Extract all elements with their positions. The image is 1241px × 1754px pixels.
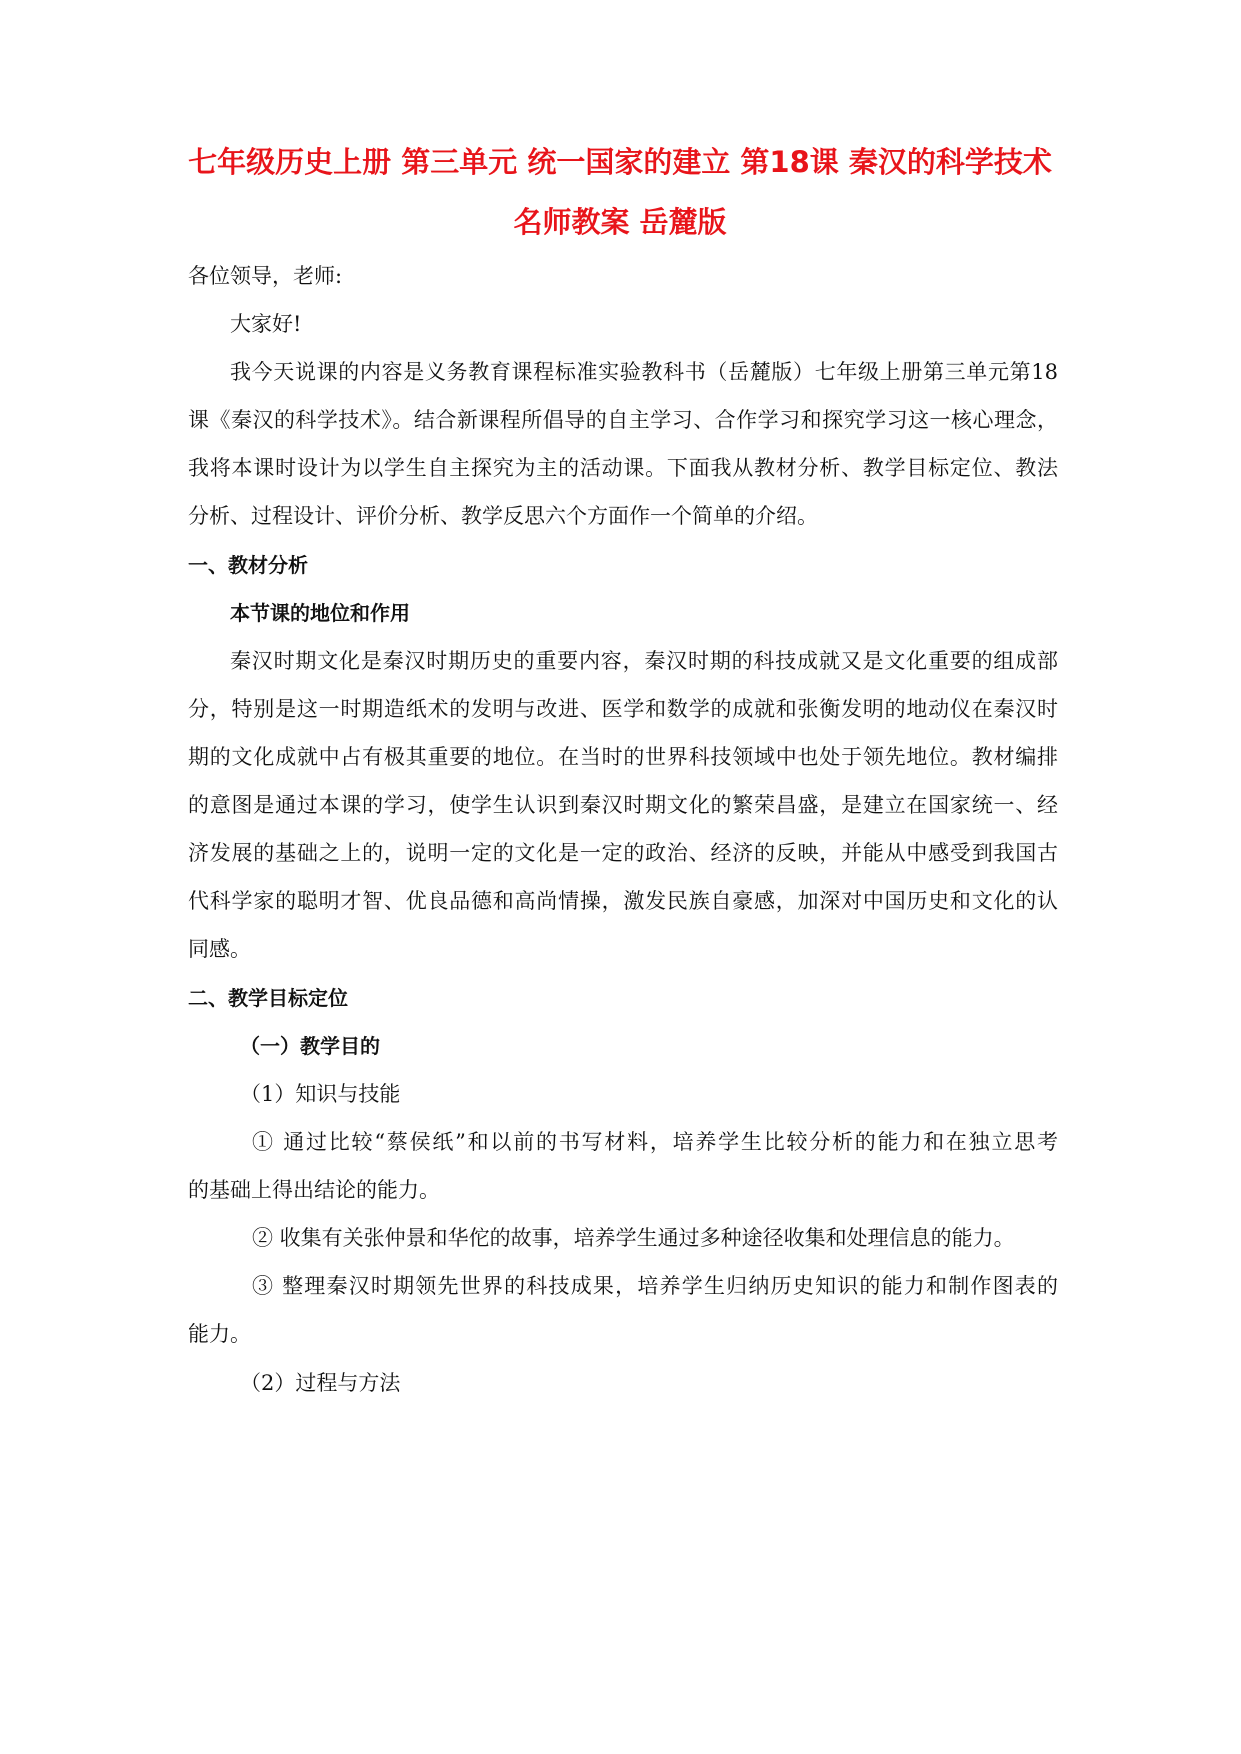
paragraph-line: 秦汉时期文化是秦汉时期历史的重要内容，秦汉时期的科技成就又是文化重要的组成部 (230, 649, 1058, 673)
intro-line: 分析、过程设计、评价分析、教学反思六个方面作一个简单的介绍。 (188, 504, 818, 528)
paragraph-line: 期的文化成就中占有极其重要的地位。在当时的世界科技领域中也处于领先地位。教材编排 (188, 745, 1058, 769)
list-item-continuation: 的基础上得出结论的能力。 (188, 1178, 440, 1202)
greeting: 各位领导，老师: (188, 264, 343, 288)
document-title-line-2: 名师教案 岳麓版 (513, 205, 727, 239)
subsection-heading: （一）教学目的 (240, 1034, 380, 1058)
list-item: ③ 整理秦汉时期领先世界的科技成果，培养学生归纳历史知识的能力和制作图表的 (252, 1274, 1058, 1298)
intro-line: 我将本课时设计为以学生自主探究为主的活动课。下面我从教材分析、教学目标定位、教法 (188, 456, 1058, 480)
paragraph-line: 济发展的基础之上的，说明一定的文化是一定的政治、经济的反映，并能从中感受到我国古 (188, 841, 1058, 865)
hello: 大家好! (230, 312, 302, 336)
intro-line: 课《秦汉的科学技术》。结合新课程所倡导的自主学习、合作学习和探究学习这一核心理念， (188, 408, 1058, 432)
list-item: ② 收集有关张仲景和华佗的故事，培养学生通过多种途径收集和处理信息的能力。 (252, 1226, 1015, 1250)
section-heading: 一、教材分析 (188, 553, 308, 577)
subsection-heading: 本节课的地位和作用 (230, 601, 410, 625)
paragraph-line: 代科学家的聪明才智、优良品德和高尚情操，激发民族自豪感，加深对中国历史和文化的认 (188, 889, 1058, 913)
list-heading: （2）过程与方法 (240, 1371, 401, 1395)
paragraph-line: 同感。 (188, 937, 251, 961)
list-heading: （1）知识与技能 (240, 1082, 401, 1106)
section-heading: 二、教学目标定位 (188, 986, 348, 1010)
list-item-continuation: 能力。 (188, 1322, 251, 1346)
paragraph-line: 分，特别是这一时期造纸术的发明与改进、医学和数学的成就和张衡发明的地动仪在秦汉时 (188, 697, 1058, 721)
document-title-line-1: 七年级历史上册 第三单元 统一国家的建立 第18课 秦汉的科学技术 (188, 145, 1052, 179)
list-item: ① 通过比较“蔡侯纸”和以前的书写材料，培养学生比较分析的能力和在独立思考 (252, 1130, 1058, 1154)
paragraph-line: 的意图是通过本课的学习，使学生认识到秦汉时期文化的繁荣昌盛，是建立在国家统一、经 (188, 793, 1058, 817)
intro-line: 我今天说课的内容是义务教育课程标准实验教科书（岳麓版）七年级上册第三单元第18 (230, 360, 1058, 384)
